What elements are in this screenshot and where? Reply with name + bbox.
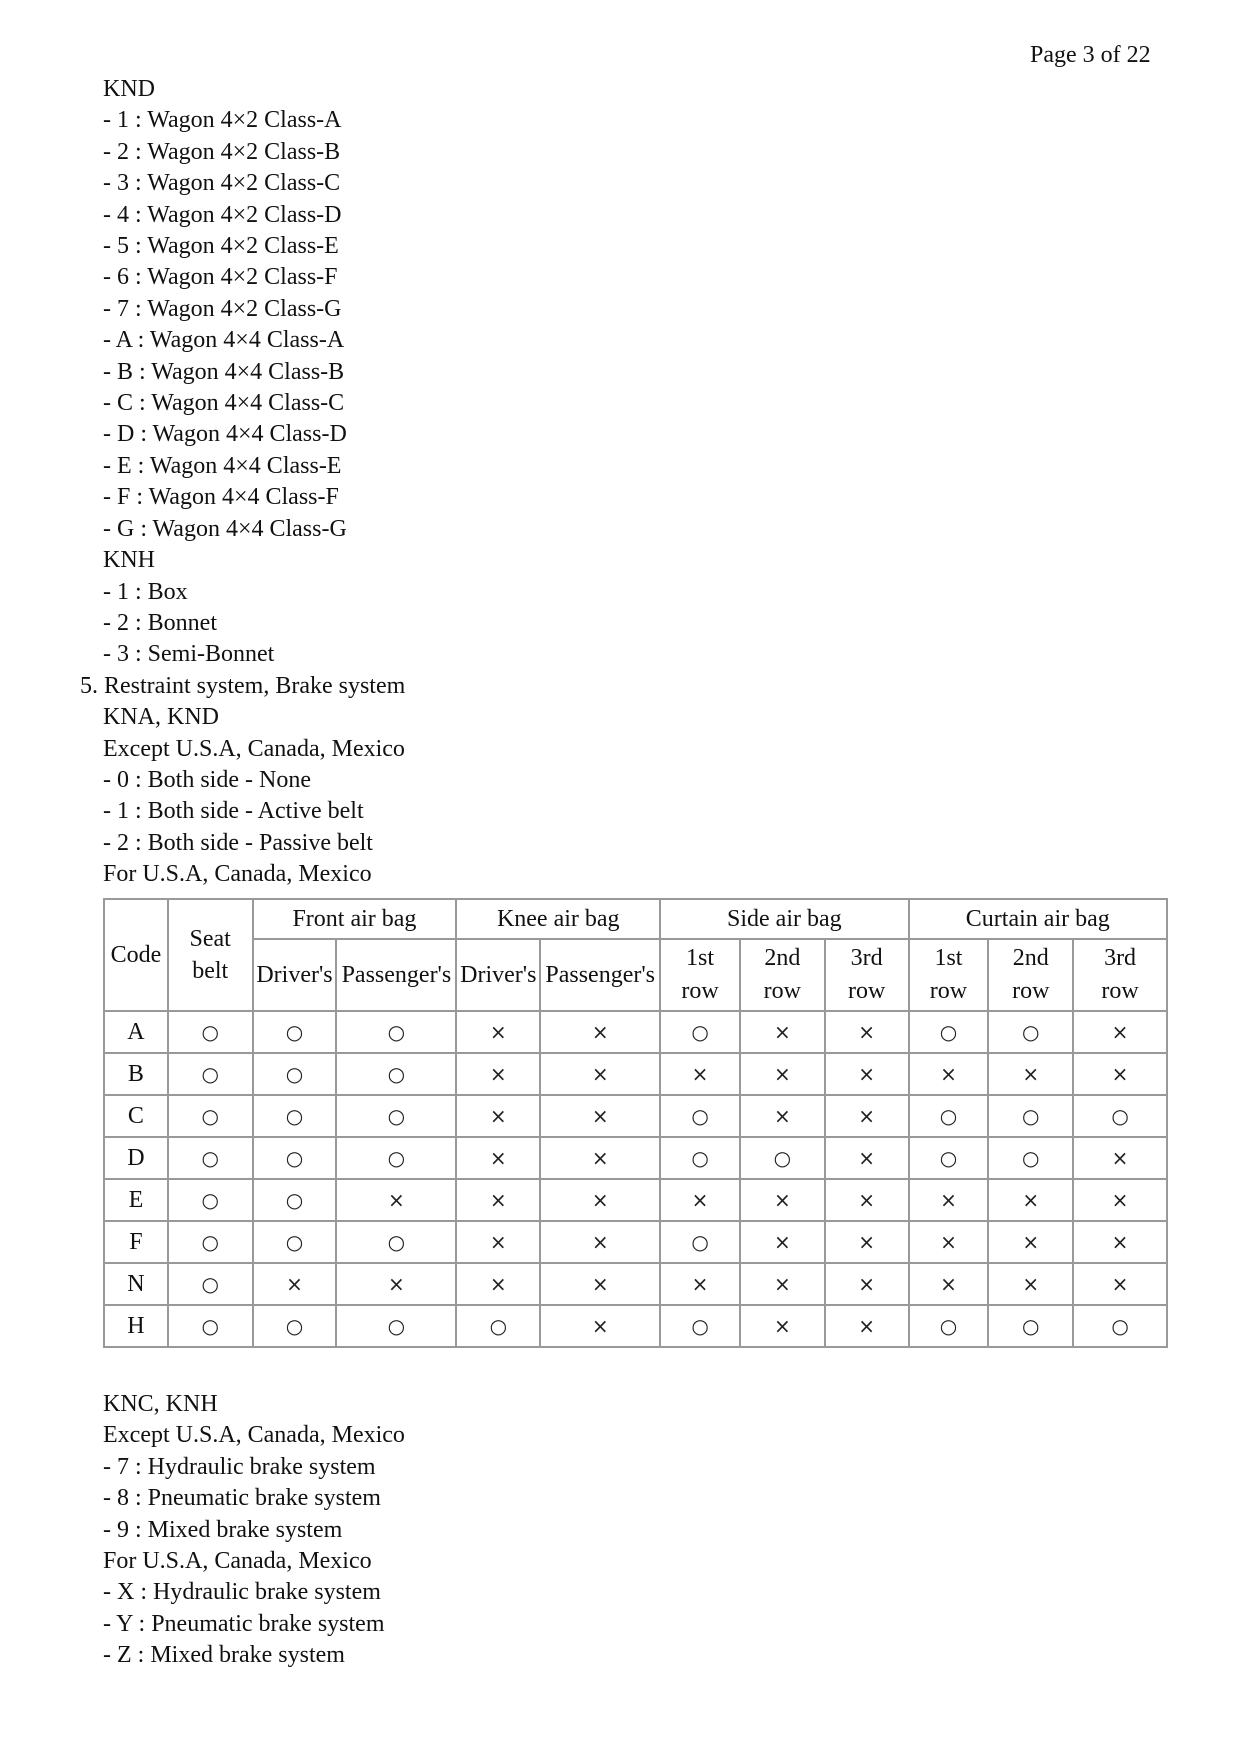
vehicle-type-list [80, 74, 406, 891]
table-cell: ○ [336, 1221, 456, 1263]
table-cell: × [540, 1263, 660, 1305]
table-row [104, 1137, 1167, 1179]
table-cell: ○ [988, 1137, 1073, 1179]
row-code: B [104, 1053, 168, 1095]
header-side-air-bag: Side air bag [660, 899, 908, 939]
list-line: - 1 : Wagon 4×2 Class-A [103, 107, 342, 134]
table-cell: ○ [168, 1095, 253, 1137]
table-cell: × [909, 1263, 989, 1305]
table-cell: ○ [168, 1137, 253, 1179]
table-row [104, 1263, 1167, 1305]
table-cell: ○ [1073, 1305, 1167, 1347]
table-cell: × [909, 1221, 989, 1263]
table-row [104, 1221, 1167, 1263]
table-cell: ○ [168, 1011, 253, 1053]
table-cell: × [1073, 1011, 1167, 1053]
table-cell: × [825, 1179, 909, 1221]
table-cell: ○ [988, 1305, 1073, 1347]
list-line: - 2 : Both side - Passive belt [103, 829, 373, 856]
table-cell: × [1073, 1137, 1167, 1179]
table-cell: × [988, 1263, 1073, 1305]
header-front-passengers: Passenger's [336, 939, 456, 1011]
table-cell: ○ [909, 1095, 989, 1137]
table-cell: × [540, 1179, 660, 1221]
table-cell: × [253, 1263, 337, 1305]
list-line: - 7 : Hydraulic brake system [103, 1453, 376, 1480]
row-code: E [104, 1179, 168, 1221]
list-line: - 3 : Wagon 4×2 Class-C [103, 170, 341, 197]
list-line: Except U.S.A, Canada, Mexico [103, 1422, 405, 1449]
header-curtain-air-bag: Curtain air bag [909, 899, 1167, 939]
list-line: For U.S.A, Canada, Mexico [103, 861, 372, 888]
list-line: - 7 : Wagon 4×2 Class-G [103, 295, 342, 322]
list-line: KNA, KND [103, 704, 219, 731]
list-line: - 3 : Semi-Bonnet [103, 641, 275, 668]
table-cell: ○ [253, 1221, 337, 1263]
list-line: - C : Wagon 4×4 Class-C [103, 390, 345, 417]
table-row [104, 1179, 1167, 1221]
header-curtain-row3: 3rd row [1073, 939, 1167, 1011]
list-line: - Z : Mixed brake system [103, 1642, 345, 1669]
table-cell: ○ [336, 1053, 456, 1095]
page-number: Page 3 of 22 [1030, 42, 1151, 68]
list-line: - 1 : Box [103, 578, 188, 605]
table-cell: ○ [740, 1137, 825, 1179]
list-line: - Y : Pneumatic brake system [103, 1610, 385, 1637]
table-cell: ○ [988, 1095, 1073, 1137]
table-cell: ○ [253, 1095, 337, 1137]
header-front-drivers: Driver's [253, 939, 337, 1011]
table-cell: × [456, 1137, 540, 1179]
table-cell: × [909, 1179, 989, 1221]
table-cell: × [660, 1179, 740, 1221]
row-code: A [104, 1011, 168, 1053]
header-knee-passengers: Passenger's [540, 939, 660, 1011]
table-row [104, 1053, 1167, 1095]
header-knee-drivers: Driver's [456, 939, 540, 1011]
table-cell: × [1073, 1179, 1167, 1221]
table-cell: × [540, 1305, 660, 1347]
table-cell: × [1073, 1263, 1167, 1305]
header-side-row2: 2nd row [740, 939, 825, 1011]
table-row [104, 1095, 1167, 1137]
table-cell: × [660, 1053, 740, 1095]
table-cell: ○ [168, 1263, 253, 1305]
table-cell: × [540, 1137, 660, 1179]
table-cell: ○ [168, 1053, 253, 1095]
table-cell: × [825, 1053, 909, 1095]
table-cell: × [825, 1095, 909, 1137]
table-cell: × [1073, 1053, 1167, 1095]
header-side-row3: 3rd row [825, 939, 909, 1011]
header-side-row1: 1st row [660, 939, 740, 1011]
list-line: - B : Wagon 4×4 Class-B [103, 358, 345, 385]
list-line: - F : Wagon 4×4 Class-F [103, 484, 339, 511]
header-front-air-bag: Front air bag [253, 899, 457, 939]
table-cell: × [988, 1053, 1073, 1095]
list-line: KNC, KNH [103, 1391, 218, 1417]
table-cell: × [456, 1263, 540, 1305]
table-cell: × [456, 1053, 540, 1095]
table-cell: ○ [168, 1305, 253, 1347]
list-line: - 1 : Both side - Active belt [103, 798, 364, 825]
table-cell: × [825, 1137, 909, 1179]
list-line: - A : Wagon 4×4 Class-A [103, 327, 345, 354]
list-line: - D : Wagon 4×4 Class-D [103, 421, 347, 448]
table-cell: × [988, 1221, 1073, 1263]
table-cell: × [540, 1053, 660, 1095]
list-line: - 2 : Bonnet [103, 609, 217, 636]
table-cell: ○ [168, 1221, 253, 1263]
brake-system-list [103, 1389, 405, 1672]
table-cell: ○ [909, 1137, 989, 1179]
table-cell: × [988, 1179, 1073, 1221]
table-cell: ○ [336, 1011, 456, 1053]
table-cell: ○ [660, 1221, 740, 1263]
table-cell: ○ [253, 1305, 337, 1347]
airbag-table [103, 898, 1168, 1348]
table-cell: × [740, 1053, 825, 1095]
list-line: - 6 : Wagon 4×2 Class-F [103, 264, 338, 291]
header-seat-belt: Seat belt [168, 899, 253, 1011]
row-code: F [104, 1221, 168, 1263]
table-cell: × [336, 1263, 456, 1305]
list-line: - 8 : Pneumatic brake system [103, 1485, 381, 1512]
row-code: H [104, 1305, 168, 1347]
table-cell: × [336, 1179, 456, 1221]
table-cell: ○ [909, 1011, 989, 1053]
list-line: - G : Wagon 4×4 Class-G [103, 515, 347, 542]
table-cell: × [540, 1011, 660, 1053]
list-line: - 9 : Mixed brake system [103, 1516, 343, 1543]
list-line: - E : Wagon 4×4 Class-E [103, 452, 342, 479]
table-cell: × [825, 1221, 909, 1263]
table-cell: ○ [988, 1011, 1073, 1053]
table-row [104, 1305, 1167, 1347]
table-cell: ○ [253, 1179, 337, 1221]
list-line: For U.S.A, Canada, Mexico [103, 1548, 372, 1575]
list-line: - 4 : Wagon 4×2 Class-D [103, 201, 342, 228]
table-cell: ○ [660, 1137, 740, 1179]
header-curtain-row1: 1st row [909, 939, 989, 1011]
header-knee-air-bag: Knee air bag [456, 899, 660, 939]
table-cell: ○ [336, 1095, 456, 1137]
table-cell: × [825, 1305, 909, 1347]
table-cell: × [456, 1179, 540, 1221]
table-cell: × [740, 1305, 825, 1347]
list-line: KND [103, 76, 155, 102]
table-cell: × [456, 1221, 540, 1263]
list-line: KNH [103, 547, 155, 574]
list-line: - 5 : Wagon 4×2 Class-E [103, 233, 339, 260]
table-cell: × [1073, 1221, 1167, 1263]
section-5-heading: 5. Restraint system, Brake system [80, 672, 406, 699]
list-line: Except U.S.A, Canada, Mexico [103, 735, 405, 762]
table-cell: ○ [456, 1305, 540, 1347]
header-code: Code [104, 899, 168, 1011]
table-cell: × [825, 1011, 909, 1053]
table-cell: ○ [253, 1137, 337, 1179]
table-cell: ○ [660, 1011, 740, 1053]
table-cell: ○ [1073, 1095, 1167, 1137]
table-cell: ○ [909, 1305, 989, 1347]
table-cell: × [456, 1095, 540, 1137]
table-cell: ○ [168, 1179, 253, 1221]
row-code: C [104, 1095, 168, 1137]
table-cell: × [740, 1221, 825, 1263]
table-cell: ○ [253, 1053, 337, 1095]
table-cell: × [660, 1263, 740, 1305]
table-cell: ○ [336, 1305, 456, 1347]
table-cell: ○ [660, 1305, 740, 1347]
list-line: - 0 : Both side - None [103, 766, 311, 793]
table-row [104, 1011, 1167, 1053]
table-cell: × [740, 1095, 825, 1137]
table-cell: × [740, 1263, 825, 1305]
table-cell: × [540, 1221, 660, 1263]
list-line: - X : Hydraulic brake system [103, 1579, 381, 1606]
table-cell: × [740, 1011, 825, 1053]
table-cell: ○ [253, 1011, 337, 1053]
header-curtain-row2: 2nd row [988, 939, 1073, 1011]
table-cell: × [909, 1053, 989, 1095]
table-cell: × [740, 1179, 825, 1221]
table-cell: × [825, 1263, 909, 1305]
row-code: N [104, 1263, 168, 1305]
table-cell: × [456, 1011, 540, 1053]
table-cell: × [540, 1095, 660, 1137]
row-code: D [104, 1137, 168, 1179]
table-cell: ○ [336, 1137, 456, 1179]
table-cell: ○ [660, 1095, 740, 1137]
list-line: - 2 : Wagon 4×2 Class-B [103, 138, 341, 165]
